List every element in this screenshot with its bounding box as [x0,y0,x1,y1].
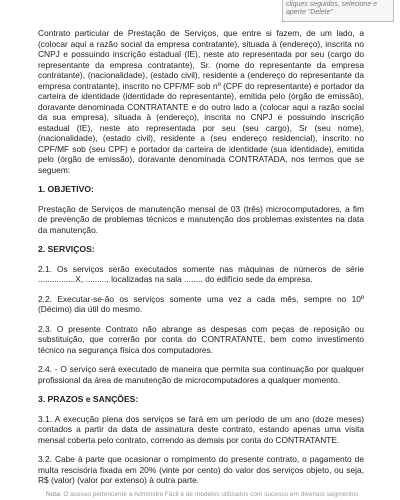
footer-label: Nota: [46,491,62,498]
contract-body [38,28,364,495]
footer-text: O acesso pertencente a Adminstre Fácil é de modelos utilizados com sucesso em diversos segmentos [63,491,359,498]
section-prazos-heading: 3. PRAZOS e SANÇÕES: [38,394,139,404]
section-objetivo-text: Prestação de Serviços de manutenção mensal de 03 (três) microcomputadores, a fim de prevenção de problemas técnicos e manutenção dos problemas existentes na data da manutenção. [38,203,364,235]
section-servicos-heading: 2. SERVIÇOS: [38,244,95,254]
clause-2-1: 2.1. Os serviços serão executados somente nas máquinas de números de série ................X, ........., localizadas na sala ........ do edifício sede da empresa. [38,263,364,284]
instruction-callout [282,0,394,22]
clause-3-1: 3.1. A execução plena dos serviços se fará em um período de um ano (doze meses) contados a partir da data de assinatura deste contrato, estando apenas uma visita mensal coberta pelo contrato, correndo as demais por conta do CONTRATANTE. [38,413,364,445]
footer-note-text [46,490,359,500]
clause-3-2: 3.2. Cabe à parte que ocasionar o rompimento do presente contrato, o pagamento de multa rescisória fixada em 20% (vinte por cento) do valor dos serviços objeto, ou seja, R$ (valor) (valor por extenso) à outra parte. [38,454,364,485]
callout-text: cliques seguidos, selecione e aperte "Delete" [286,1,378,16]
footer-note [0,490,400,500]
section-objetivo-heading: 1. OBJETIVO: [38,184,94,194]
clause-2-4: 2.4. - O serviço será executado de maneira que permita sua continuação por qualquer profissional da área de manutenção de microcomputadores a qualquer momento. [38,364,364,385]
intro-paragraph: Contrato particular de Prestação de Serviços, que entre si fazem, de um lado, a (colocar aqui a razão social da empresa contratante), situada à (endereço), inscrita no CNPJ e possuindo inscrição estadual (IE), neste ato representada por seu (cargo do representante da empresa contratante), Sr. (nome do representante da empresa contratante), (nacionalidade), (estado civil), residente a (endereço do representante da empresa contratante), inscrito no CPF/MF sob nº (CPF do representante) e portador da carteira de identidade (identidade do representante), emitida pelo (órgão de emissão), doravante denominada CONTRATANTE e do outro lado a (colocar aqui a razão social da sua empresa), situada à (endereço), inscrita no CNPJ e possuindo inscrição estadual (IE), neste ato representada por seu (seu cargo), Sr (seu nome), (nacionalidade), (estado civil), residente a (seu endereço residencial), inscrito no CPF/MF sob (seu CPF) e portador da carteira de identidade (sua identidade), emitida pelo (órgão de emissão), doravante denominada CONTRATADA, nos termos que se seguem: [38,28,364,175]
clause-2-2: 2.2. Executar-se-ão os serviços somente uma vez a cada mês, sempre no 10º (Décimo) dia útil do mesmo. [38,293,364,314]
clause-2-3: 2.3. O presente Contrato não abrange as despesas com peças de reposição ou substituição, que correrão por conta do CONTRATANTE, bem como investimento técnico na segurança física dos computadores. [38,323,364,355]
